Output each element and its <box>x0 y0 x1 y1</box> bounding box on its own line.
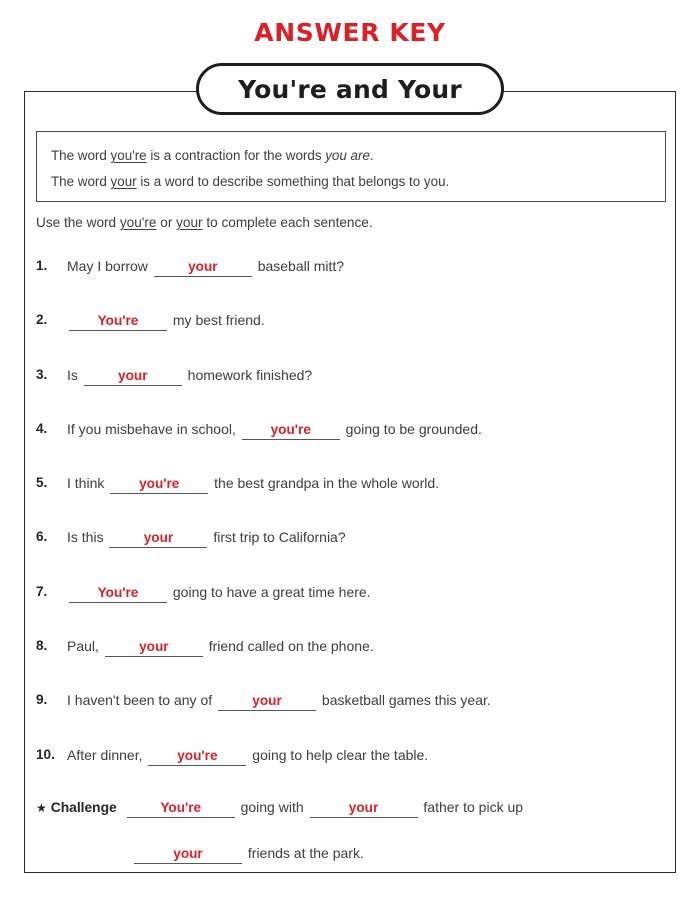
question-row <box>36 747 656 801</box>
question-text-before: Is <box>67 366 82 383</box>
instructions-line <box>36 215 373 230</box>
question-row <box>36 529 656 583</box>
question-row <box>36 312 656 366</box>
question-text <box>67 584 371 603</box>
question-text-after: friend called on the phone. <box>204 638 374 655</box>
question-number: 3. <box>36 366 48 382</box>
question-text-after: baseball mitt? <box>253 258 345 274</box>
definition-1-emphasis: you are <box>325 148 370 163</box>
question-text-before: If you misbehave in school, <box>67 420 240 437</box>
challenge-middle-1: going with <box>236 799 308 815</box>
definition-2-suffix: is a word to describe something that belongs to you. <box>136 174 450 189</box>
question-text <box>67 258 344 277</box>
instructions-term-your: your <box>176 215 203 230</box>
question-text-before: After dinner, <box>67 746 147 763</box>
question-text-after: the best grandpa in the whole world. <box>210 475 440 492</box>
answer-blank[interactable]: you're <box>148 747 246 766</box>
question-text <box>67 312 265 331</box>
question-number: 10. <box>36 746 55 762</box>
question-text <box>67 367 312 386</box>
challenge-line-2 <box>36 845 656 872</box>
question-text <box>67 421 482 440</box>
question-row <box>36 367 656 421</box>
definition-line-2 <box>51 169 651 195</box>
question-text-after: first trip to California? <box>209 529 346 546</box>
question-row <box>36 584 656 638</box>
question-text-after: basketball games this year. <box>318 692 491 709</box>
star-icon: ★ <box>36 801 47 815</box>
question-row <box>36 638 656 692</box>
answer-blank[interactable]: you're <box>242 421 340 440</box>
definition-1-term: you're <box>110 148 147 163</box>
question-text-after: homework finished? <box>183 366 313 383</box>
question-number: 2. <box>36 312 48 328</box>
question-text-before: May I borrow <box>67 258 152 274</box>
question-number: 7. <box>36 583 48 599</box>
question-row <box>36 475 656 529</box>
question-text <box>67 692 491 711</box>
definition-1-suffix: . <box>369 148 374 163</box>
instructions-prefix: Use the word <box>36 215 120 230</box>
definition-2-term: your <box>110 174 137 189</box>
answer-blank[interactable]: You're <box>69 312 167 331</box>
question-text-before: I haven't been to any of <box>67 692 217 709</box>
answer-blank[interactable]: your <box>109 529 207 548</box>
worksheet-title-banner <box>196 63 504 115</box>
instructions-suffix: to complete each sentence. <box>202 215 373 230</box>
question-text-after: going to be grounded. <box>341 420 482 437</box>
challenge-block <box>36 799 656 872</box>
definition-line-1 <box>51 143 651 169</box>
question-text <box>67 638 374 657</box>
question-list <box>36 258 656 801</box>
question-text <box>67 529 346 548</box>
challenge-after-3: friends at the park. <box>244 845 364 861</box>
instructions-middle: or <box>156 215 177 230</box>
answer-blank[interactable]: your <box>84 367 182 386</box>
question-row <box>36 258 656 312</box>
question-text-after: going to have a great time here. <box>169 583 371 600</box>
question-number: 9. <box>36 692 48 708</box>
answer-key-heading: ANSWER KEY <box>254 18 446 47</box>
question-text-before: Is this <box>67 529 108 546</box>
question-number: 1. <box>36 258 48 273</box>
question-number: 4. <box>36 420 48 436</box>
question-number: 5. <box>36 475 48 491</box>
definition-1-middle: is a contraction for the words <box>146 148 326 163</box>
question-text-after: going to help clear the table. <box>248 746 429 763</box>
question-text <box>67 747 428 766</box>
definition-box <box>36 131 666 202</box>
challenge-blank-3[interactable]: your <box>134 845 242 864</box>
answer-blank[interactable]: your <box>105 638 203 657</box>
answer-blank[interactable]: your <box>154 258 252 277</box>
answer-blank[interactable]: you're <box>110 475 208 494</box>
question-number: 6. <box>36 529 48 545</box>
question-text <box>67 475 439 494</box>
challenge-line-1 <box>36 799 656 826</box>
question-row <box>36 421 656 475</box>
challenge-blank-2[interactable]: your <box>310 799 418 818</box>
page-title: You're and Your <box>238 74 462 104</box>
question-row <box>36 692 656 746</box>
answer-blank[interactable]: your <box>218 692 316 711</box>
answer-blank[interactable]: You're <box>69 584 167 603</box>
question-text-after: my best friend. <box>169 312 265 329</box>
question-number: 8. <box>36 638 48 654</box>
question-text-before: I think <box>67 475 109 492</box>
question-text-before: Paul, <box>67 638 103 655</box>
challenge-label: Challenge <box>50 800 117 815</box>
definition-2-prefix: The word <box>51 174 111 189</box>
challenge-middle-2: father to pick up <box>419 799 524 815</box>
instructions-term-youre: you're <box>119 215 157 230</box>
challenge-blank-1[interactable]: You're <box>127 799 235 818</box>
definition-1-prefix: The word <box>51 148 111 163</box>
